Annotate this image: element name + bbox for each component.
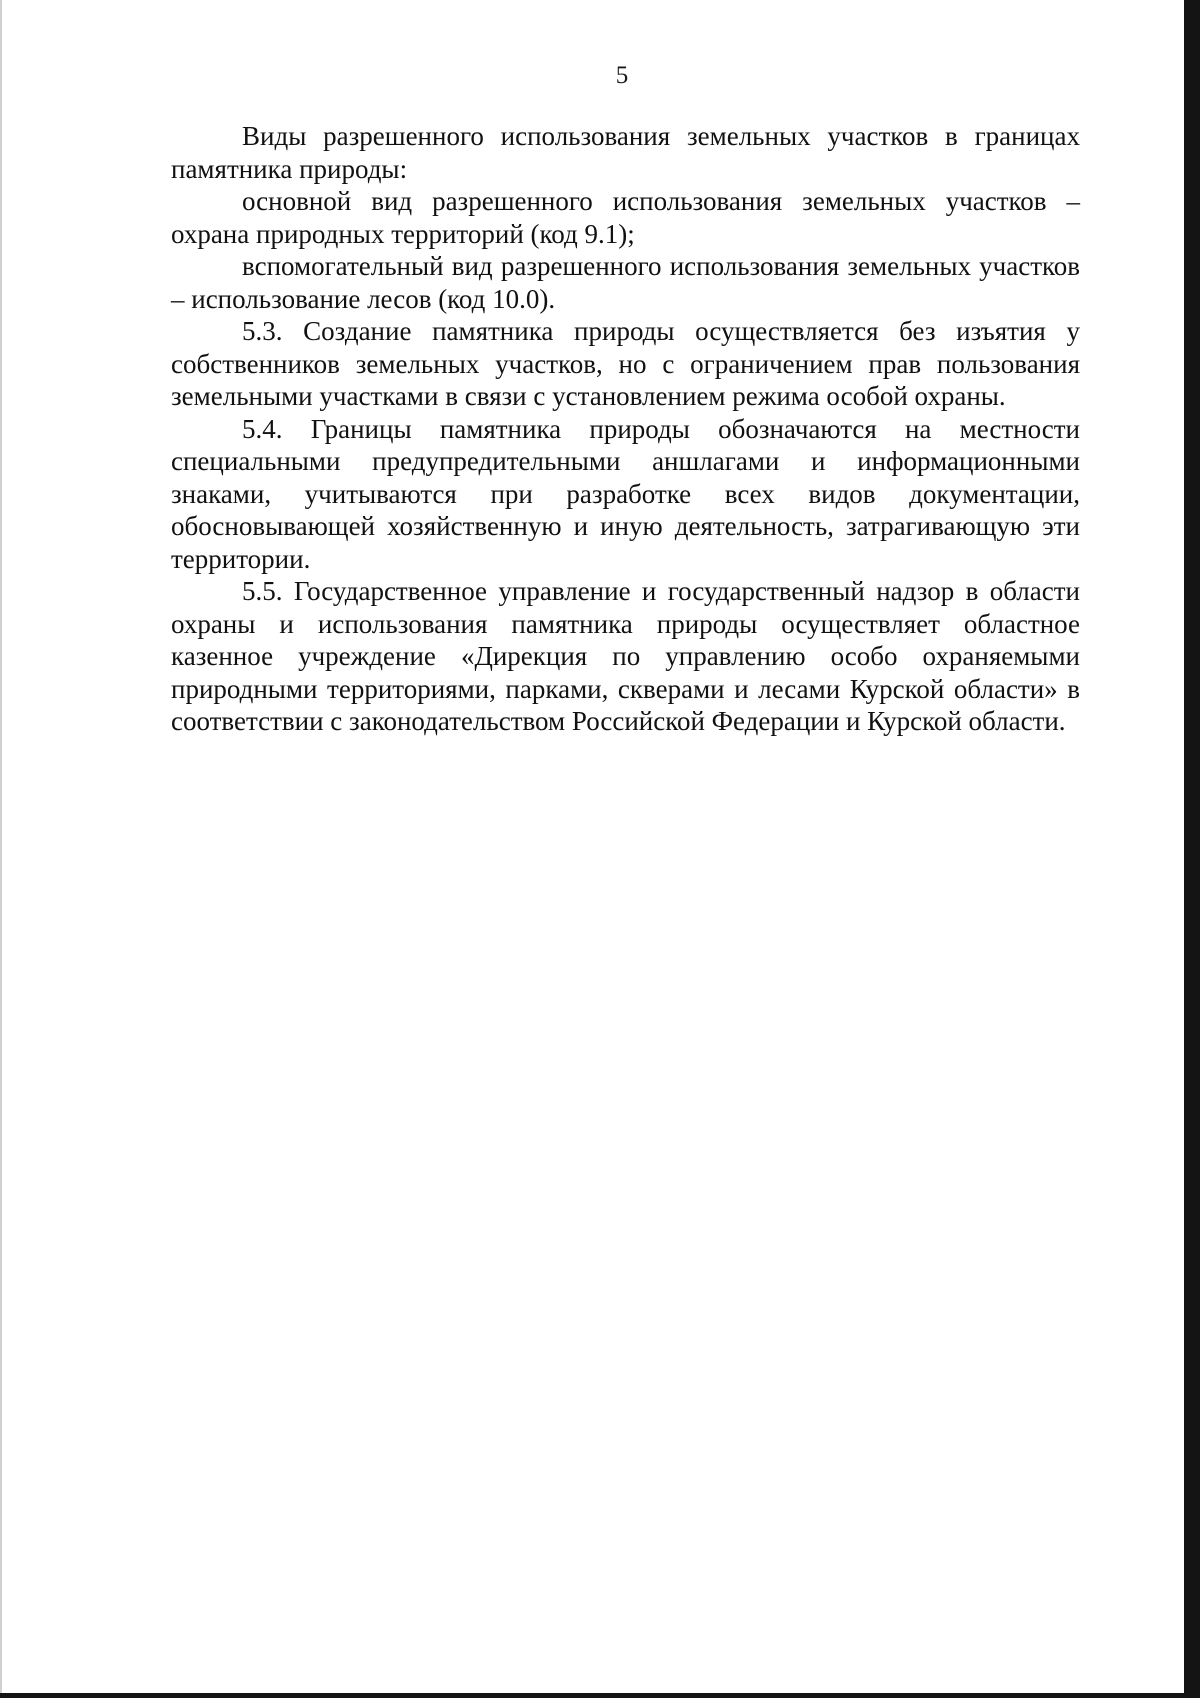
scan-right-edge	[1184, 0, 1200, 1698]
paragraph-5-3: 5.3. Создание памятника природы осуществляется без изъятия у собственников земельных участков, но с ограничением прав пользования земельными участками в связи с установлением режима особой охраны.	[171, 316, 1080, 411]
paragraph-5-5: 5.5. Государственное управление и государственный надзор в области охраны и использования памятника природы осуществляет областное казенное учреждение «Дирекция по управлению особо охраняемыми природными территориями, парками, скверами и лесами Курской области» в соответствии с законодательством Российской Федерации и Курской области.	[171, 576, 1080, 736]
paragraph-auxiliary-use-type: вспомогательный вид разрешенного использования земельных участков – использование лесов (код 10.0).	[171, 251, 1080, 314]
page-number: 5	[615, 62, 629, 89]
scan-left-edge	[0, 0, 2, 1698]
paragraph-5-4: 5.4. Границы памятника природы обозначаются на местности специальными предупредительными аншлагами и информационными знаками, учитываются при разработке всех видов документации, обосновывающей хозяйственную и иную деятельность, затрагивающую эти территории.	[171, 413, 1080, 574]
scan-bottom-edge	[0, 1693, 1200, 1698]
document-body	[171, 120, 1080, 738]
paragraph-main-use-type: основной вид разрешенного использования земельных участков – охрана природных территорий (код 9.1);	[171, 186, 1080, 249]
paragraph-permitted-use-heading: Виды разрешенного использования земельных участков в границах памятника природы:	[171, 121, 1080, 184]
